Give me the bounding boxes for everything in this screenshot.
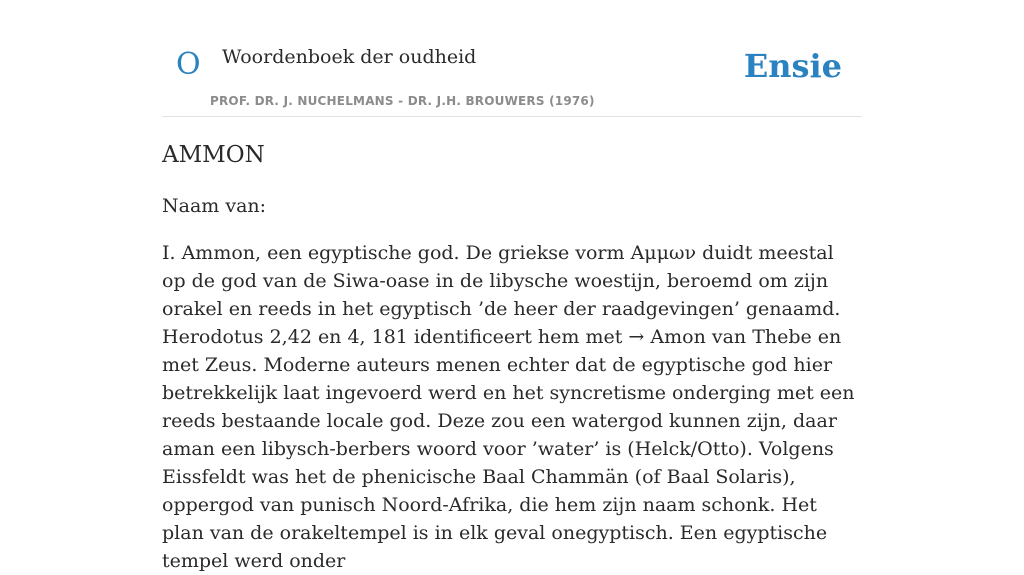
- page: [162, 0, 862, 572]
- entry-title: AMMON: [162, 142, 265, 168]
- book-authors: PROF. DR. J. NUCHELMANS - DR. J.H. BROUWERS (1976): [210, 94, 595, 108]
- entry-paragraph: [162, 239, 862, 575]
- paragraph-text-1: I. Ammon, een egyptische god. De griekse vorm Αμμων duidt meestal op de god van de Siwa-oase in de libysche woestijn, beroemd om zijn orakel en reeds in het egyptisch ’de heer der raadgevingen’ genaamd. Herodotus 2,42 en 4, 181 identificeert hem met: [162, 242, 841, 348]
- book-title-link[interactable]: Woordenboek der oudheid: [222, 46, 477, 68]
- arrow-right-icon: →: [628, 326, 645, 348]
- cross-reference-label: Amon: [650, 326, 706, 348]
- index-letter-link[interactable]: O: [176, 47, 201, 82]
- header: [162, 0, 862, 117]
- cross-reference-link[interactable]: [628, 326, 705, 348]
- entry-lead: Naam van:: [162, 195, 267, 217]
- ensie-logo-link[interactable]: Ensie: [743, 47, 842, 85]
- paragraph-text-2: van Thebe en met Zeus. Moderne auteurs menen echter dat de egyptische god hier betrekkelijk laat ingevoerd werd en het syncretisme onderging met een reeds bestaande locale god. Deze zou een watergod kunnen zijn, daar aman een libysch-berbers woord voor ’water’ is (Helck/Otto). Volgens Eissfeldt was het de phenicische Baal Chammän (of Baal Solaris), oppergod van punisch Noord-Afrika, die hem zijn naam schonk. Het plan van de orakeltempel is in elk geval onegyptisch. Een egyptische tempel werd onder: [162, 326, 855, 572]
